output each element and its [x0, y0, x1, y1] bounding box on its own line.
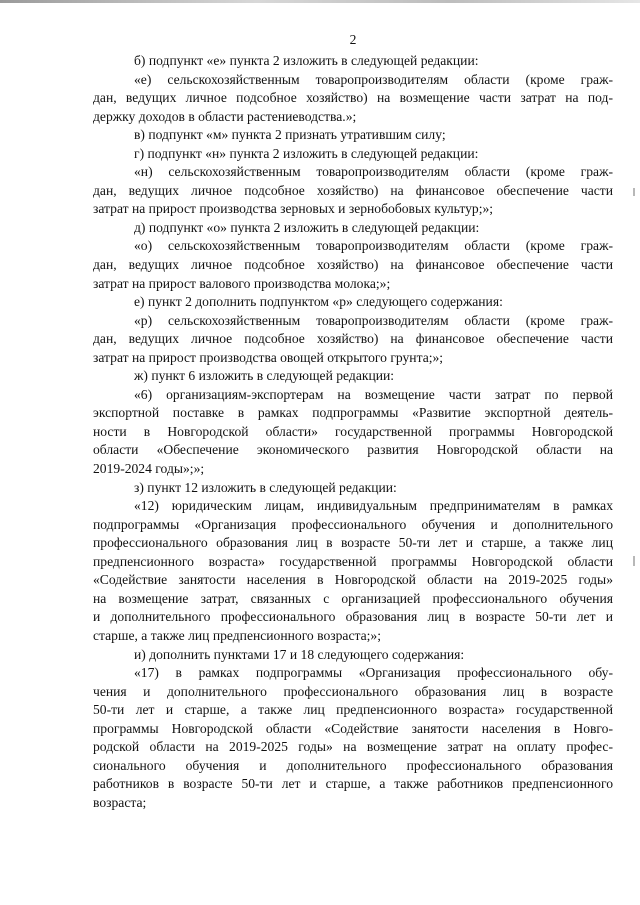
- text-line: профессионального образования лиц в возрасте 50-ти лет и старше, а также лиц: [93, 535, 613, 551]
- text-line: дан, ведущих личное подсобное хозяйство) на финансовое обеспечение части: [93, 331, 613, 347]
- text-line: родской области на 2019-2025 годы» на возмещение затрат на оплату профес-: [93, 739, 613, 755]
- text-line: «н) сельскохозяйственным товаропроизводителям области (кроме граж-: [134, 164, 613, 180]
- text-line: г) подпункт «н» пункта 2 изложить в следующей редакции:: [134, 145, 479, 161]
- text-line: сионального обучения и дополнительного профессионального образования: [93, 757, 613, 773]
- scan-artifact-edge: [633, 556, 635, 566]
- text-line: «12) юридическим лицам, индивидуальным предпринимателям в рамках: [134, 498, 613, 514]
- text-line: держку доходов в области растениеводства.»;: [93, 108, 357, 124]
- document-body: [93, 52, 613, 812]
- text-line: области «Обеспечение экономического развития Новгородской области на: [93, 442, 613, 458]
- text-line: «р) сельскохозяйственным товаропроизводителям области (кроме граж-: [134, 312, 613, 328]
- text-line: программы Новгородской области «Содействие занятости населения в Новго-: [93, 720, 613, 736]
- text-line: ности в Новгородской области» государственной программы Новгородской: [93, 423, 613, 439]
- text-line: «о) сельскохозяйственным товаропроизводителям области (кроме граж-: [134, 238, 613, 254]
- text-line: дан, ведущих личное подсобное хозяйство) на финансовое обеспечение части: [93, 257, 613, 273]
- text-line: «е) сельскохозяйственным товаропроизводителям области (кроме граж-: [134, 71, 613, 87]
- text-line: «17) в рамках подпрограммы «Организация профессионального обу-: [134, 665, 613, 681]
- text-line: дан, ведущих личное подсобное хозяйство) на финансовое обеспечение части: [93, 182, 613, 198]
- text-line: и) дополнить пунктами 17 и 18 следующего содержания:: [134, 646, 465, 662]
- page-number: 2: [349, 32, 357, 47]
- text-line: 2019-2024 годы»;»;: [93, 461, 205, 477]
- text-line: «Содействие занятости населения в Новгородской области на 2019-2025 годы»: [93, 572, 613, 588]
- text-line: старше, а также лиц предпенсионного возраста;»;: [93, 627, 381, 643]
- text-line: б) подпункт «е» пункта 2 изложить в следующей редакции:: [134, 53, 479, 68]
- text-line: дан, ведущих личное подсобное хозяйство) на возмещение части затрат на под-: [93, 90, 613, 106]
- text-line: затрат на прирост производства зерновых и зернобобовых культур;»;: [93, 201, 494, 217]
- text-line: подпрограммы «Организация профессионального обучения и дополнительного: [93, 516, 613, 532]
- scan-artifact-edge: [633, 188, 635, 196]
- text-line: на возмещение затрат, связанных с организацией профессионального обучения: [93, 590, 613, 606]
- text-line: возраста;: [93, 794, 147, 810]
- text-line: д) подпункт «о» пункта 2 изложить в следующей редакции:: [134, 219, 480, 235]
- text-line: и дополнительного профессионального образования лиц в возрасте 50-ти лет и: [93, 609, 613, 625]
- text-line: 50-ти лет и старше, а также лиц предпенсионного возраста» государственной: [93, 702, 613, 718]
- text-line: работников в возрасте 50-ти лет и старше, а также работников предпенсионного: [93, 776, 613, 792]
- text-line: чения и дополнительного профессионального образования лиц в возрасте: [93, 683, 613, 699]
- text-line: предпенсионного возраста» государственной программы Новгородской области: [93, 553, 613, 569]
- text-line: «6) организациям-экспортерам на возмещение части затрат по первой: [134, 386, 613, 402]
- text-line: затрат на прирост производства овощей открытого грунта;»;: [93, 349, 444, 365]
- text-line: з) пункт 12 изложить в следующей редакции:: [134, 479, 397, 495]
- scan-artifact-top: [0, 0, 640, 3]
- text-line: экспортной поставке в рамках подпрограммы «Развитие экспортной деятель-: [93, 405, 613, 421]
- text-line: затрат на прирост валового производства молока;»;: [93, 275, 391, 291]
- text-line: ж) пункт 6 изложить в следующей редакции:: [134, 368, 395, 384]
- text-line: в) подпункт «м» пункта 2 признать утратившим силу;: [134, 127, 446, 143]
- text-line: е) пункт 2 дополнить подпунктом «р» следующего содержания:: [134, 294, 503, 310]
